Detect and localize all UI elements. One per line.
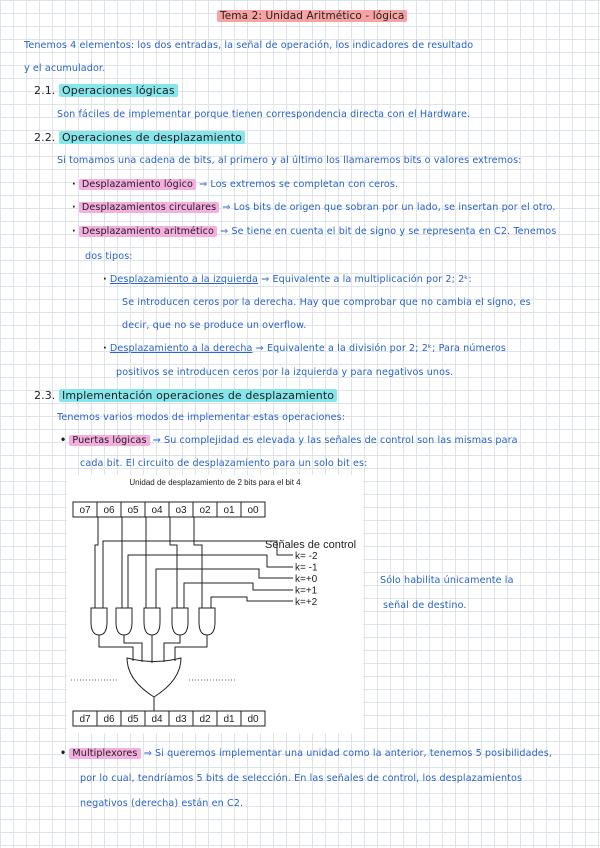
diagram-note-line-1: Sólo habilita únicamente la xyxy=(380,575,514,586)
bullet-logic-gates-label: Puertas lógicas xyxy=(69,435,149,446)
subbullet-left-shift-line-2: Se introducen ceros por la derecha. Hay que comprobar que no cambia el signo, es xyxy=(122,297,531,308)
ctl-wire-plus2 xyxy=(211,597,293,608)
page-title xyxy=(217,10,407,22)
subbullet-right-shift-label: Desplazamiento a la derecha xyxy=(109,343,253,354)
output-label-d5: d5 xyxy=(127,714,139,725)
wire-o2 xyxy=(194,517,202,608)
input-label-o1: o1 xyxy=(223,505,235,516)
gate4-out xyxy=(164,635,180,662)
shift-unit-diagram xyxy=(67,475,363,733)
control-signal-label: k=+2 xyxy=(295,597,318,608)
wire-o3 xyxy=(170,517,177,608)
and-gate-2 xyxy=(116,608,132,635)
bullet-dot: · xyxy=(72,226,76,237)
bullet-circular-shift-text: ⇒ Los bits de origen que sobran por un lado, se insertan por el otro. xyxy=(222,202,556,213)
subbullet-right-shift-line-2: positivos se introducen ceros por la izquierda y para negativos unos. xyxy=(116,367,454,378)
intro-line-2: y el acumulador. xyxy=(24,63,106,74)
bullet-logical-shift xyxy=(72,179,398,190)
section-2-2-intro: Si tomamos una cadena de bits, al primero y al último los llamaremos bits o valores extremos: xyxy=(57,155,522,166)
bullet-arithmetic-shift-line-2: dos tipos: xyxy=(85,251,133,262)
bullet-dot: • xyxy=(60,748,67,759)
output-label-d6: d6 xyxy=(103,714,115,725)
control-signals xyxy=(295,551,318,608)
gate1-out xyxy=(99,635,133,661)
bullet-circular-shift-label: Desplazamientos circulares xyxy=(79,202,219,213)
section-2-2-heading xyxy=(34,131,245,144)
subbullet-left-shift xyxy=(103,274,472,285)
bullet-arithmetic-shift xyxy=(72,226,556,237)
control-signal-label: k= -2 xyxy=(295,551,318,562)
or-gate xyxy=(127,658,181,697)
diagram-caption: Unidad de desplazamiento de 2 bits para el bit 4 xyxy=(129,478,301,487)
bullet-dot: • xyxy=(60,435,67,446)
input-label-o0: o0 xyxy=(247,505,259,516)
bullet-multiplexers-label: Multiplexores xyxy=(69,748,140,759)
subbullet-left-shift-label: Desplazamiento a la izquierda xyxy=(109,274,259,285)
and-gate-4 xyxy=(172,608,188,635)
bullet-dot: · xyxy=(103,274,107,285)
output-label-d7: d7 xyxy=(79,714,91,725)
intro-line-1: Tenemos 4 elementos: los dos entradas, la señal de operación, los indicadores de resultado xyxy=(24,40,474,51)
section-2-3-title: Implementación operaciones de desplazamiento xyxy=(59,389,337,402)
output-label-d1: d1 xyxy=(223,714,235,725)
ctl-wire-plus1 xyxy=(184,583,293,608)
diagram-wires xyxy=(91,517,293,711)
section-2-3-number: 2.3. xyxy=(34,389,56,402)
bullet-logic-gates xyxy=(60,435,518,446)
input-label-o5: o5 xyxy=(127,505,139,516)
input-label-o3: o3 xyxy=(175,505,187,516)
wire-o6 xyxy=(95,517,98,608)
subbullet-left-shift-line-3: decir, que no se produce un overflow. xyxy=(122,320,307,331)
input-label-o7: o7 xyxy=(79,505,91,516)
subbullet-right-shift xyxy=(103,343,506,354)
bullet-dot: · xyxy=(72,202,76,213)
subbullet-right-shift-text: ⇒ Equivalente a la división por 2; 2ᵏ; Para números xyxy=(255,343,506,354)
and-gate-5 xyxy=(199,608,215,635)
section-2-2-number: 2.2. xyxy=(34,131,56,144)
shift-unit-svg xyxy=(67,475,363,733)
section-2-1-title: Operaciones lógicas xyxy=(59,84,178,97)
bullet-logical-shift-text: ⇒ Los extremos se completan con ceros. xyxy=(199,179,399,190)
bullet-multiplexers-text: ⇒ Si queremos implementar una unidad como la anterior, tenemos 5 posibilidades, xyxy=(143,748,553,759)
input-label-o2: o2 xyxy=(199,505,211,516)
and-gate-3 xyxy=(144,608,160,635)
output-label-d0: d0 xyxy=(247,714,259,725)
bullet-multiplexers-line-3: negativos (derecha) están en C2. xyxy=(80,798,244,809)
page-title-text: Tema 2: Unidad Aritmético - lógica xyxy=(217,10,407,22)
bullet-circular-shift xyxy=(72,202,555,213)
section-2-3-heading xyxy=(34,389,337,402)
bullet-logic-gates-text: ⇒ Su complejidad es elevada y las señales de control son las mismas para xyxy=(152,435,518,446)
section-2-1-heading xyxy=(34,84,178,97)
diagram-note-line-2: señal de destino. xyxy=(383,600,467,611)
input-label-o4: o4 xyxy=(151,505,163,516)
output-label-d3: d3 xyxy=(175,714,187,725)
control-signal-label: k= -1 xyxy=(295,562,318,574)
control-signal-label: k=+1 xyxy=(295,585,318,597)
input-register xyxy=(73,502,265,517)
bullet-logic-gates-line-2: cada bit. El circuito de desplazamiento para un solo bit es: xyxy=(80,458,368,469)
bullet-arithmetic-shift-text: ⇒ Se tiene en cuenta el bit de signo y se representa en C2. Tenemos xyxy=(220,226,557,237)
section-2-3-intro: Tenemos varios modos de implementar estas operaciones: xyxy=(57,412,346,423)
subbullet-left-shift-text: ⇒ Equivalente a la multiplicación por 2; 2ᵏ: xyxy=(261,274,472,285)
section-2-1-text: Son fáciles de implementar porque tienen correspondencia directa con el Hardware. xyxy=(57,109,471,120)
section-2-1-number: 2.1. xyxy=(34,84,56,97)
output-label-d2: d2 xyxy=(199,714,211,725)
bullet-multiplexers-line-2: por lo cual, tendríamos 5 bits de selección. En las señales de control, los desplazamientos xyxy=(80,773,523,784)
and-gate-1 xyxy=(91,608,107,635)
control-signal-label: k=+0 xyxy=(295,574,318,585)
bullet-dot: · xyxy=(72,179,76,190)
output-label-d4: d4 xyxy=(151,714,163,725)
bullet-logical-shift-label: Desplazamiento lógico xyxy=(79,179,196,190)
ctl-wire-minus2 xyxy=(103,541,293,608)
input-label-o6: o6 xyxy=(103,505,115,516)
section-2-2-title: Operaciones de desplazamiento xyxy=(59,131,245,144)
control-signals-title: Señales de control xyxy=(265,539,357,551)
bullet-arithmetic-shift-label: Desplazamiento aritmético xyxy=(79,226,217,237)
output-register xyxy=(73,711,265,726)
bullet-multiplexers xyxy=(60,748,552,759)
bullet-dot: · xyxy=(103,343,107,354)
